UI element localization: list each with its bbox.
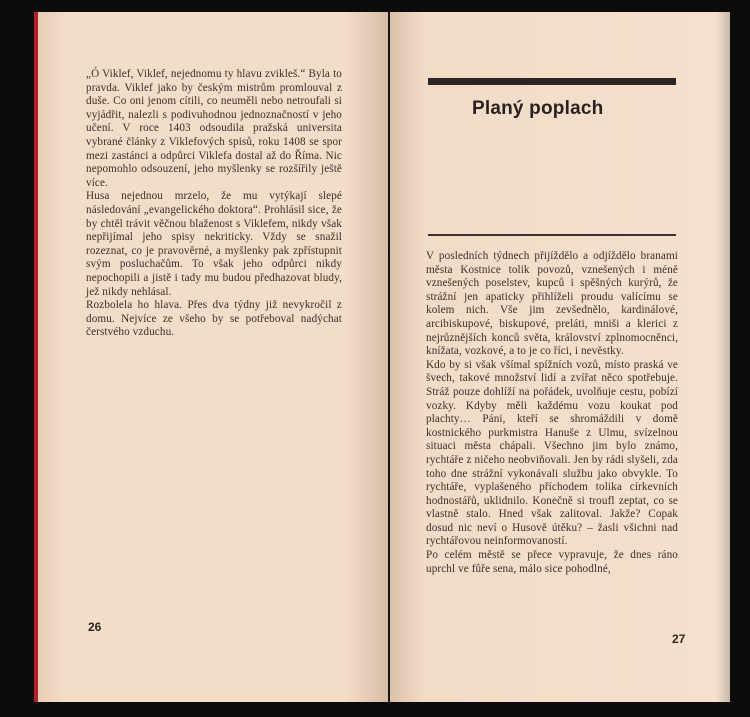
chapter-title: Planý poplach: [472, 98, 604, 119]
paragraph: Rozbolela ho hlava. Přes dva týdny již nevykročil z domu. Nejvíce ze všeho by se potřeboval nadýchat čerstvého vzduchu.: [86, 299, 342, 339]
paragraph: Husa nejednou mrzelo, že mu vytýkají slepé následování „evangelického doktora“. Prohlásil sice, že by chtěl trávit věčnou blaženost s Viklefem, nikdy však nepřijímal jeho spisy nekriticky. Vždy se snažil rozeznat, co je pravověrné, a myšlenky pak zpřístupnit svým posluchačům. To však jeho odpůrci nikdy nepochopili a jistě i tady mu budou předhazovat bludy, jež nikdy nehlásal.: [86, 190, 342, 298]
page-number-left: 26: [88, 620, 102, 634]
right-page-text: [426, 250, 678, 576]
chapter-rule-top: [428, 78, 676, 85]
right-page: [390, 12, 730, 702]
paragraph: Po celém městě se přece vypravuje, že dnes ráno uprchl ve fůře sena, málo sice pohodlné,: [426, 549, 678, 575]
open-book: [34, 12, 730, 702]
paragraph: „Ó Viklef, Viklef, nejednomu ty hlavu zvikleš.“ Byla to pravda. Viklef jako by českým mistrům promlouval z duše. Co oni jenom cítili, co neuměli nebo netroufali si vyjádřit, nalezli s podivuhodnou jednoznačností v jeho učení. V roce 1403 odsoudila pražská universita vybrané články z Viklefových spisů, roku 1408 se spor mezi zastánci a odpůrci Viklefa dostal až do Říma. Nic nepomohlo odsouzení, jeho myšlenky se rozšířily ještě více.: [86, 68, 342, 189]
left-page-text: [86, 68, 342, 340]
page-edge-shadow: [716, 12, 730, 702]
page-number-right: 27: [672, 632, 686, 646]
paragraph: V posledních týdnech přijíždělo a odjíždělo branami města Kostnice tolik povozů, vznešených i méně vznešených poselstev, kupců i spěšných kurýrů, že strážní jen apaticky přihlíželi proudu valícímu se kolem nich. Vše jim zevšednělo, kardinálové, arcibiskupové, biskupové, preláti, mniši a klerici z nejrůznějších konců světa, království zplnomocněnci, knížata, vozkové, a to je co říci, i nevěstky.: [426, 250, 678, 358]
left-page: [34, 12, 388, 702]
paragraph: Kdo by si však všímal spížních vozů, místo praská ve švech, takové množství lidí a zvířat něco spotřebuje. Stráž pouze dohlíží na pořádek, uvolňuje cestu, pobízí vozky. Kdyby měli každému vozu koukat pod plachty… Páni, kteří se shromáždili v domě kostnického purkmistra Hanuše z Ulmu, svízelnou situaci města chápali. Všechno jim bylo známo, rychtáře z ničeho neobviňovali. Jen by rádi slyšeli, zda toho dne strážní vykonávali službu jako obvykle. To rychtáře, vyplašeného příchodem tolika církevních hodnostářů, uklidnilo. Konečně si troufl zeptat, co se vlastně stalo. Hned však zalitoval. Jakže? Copak dosud nic neví o Husově útěku? – žasli všichni nad rychtářovou neinformovaností.: [426, 358, 678, 548]
chapter-rule-bottom: [428, 234, 676, 236]
